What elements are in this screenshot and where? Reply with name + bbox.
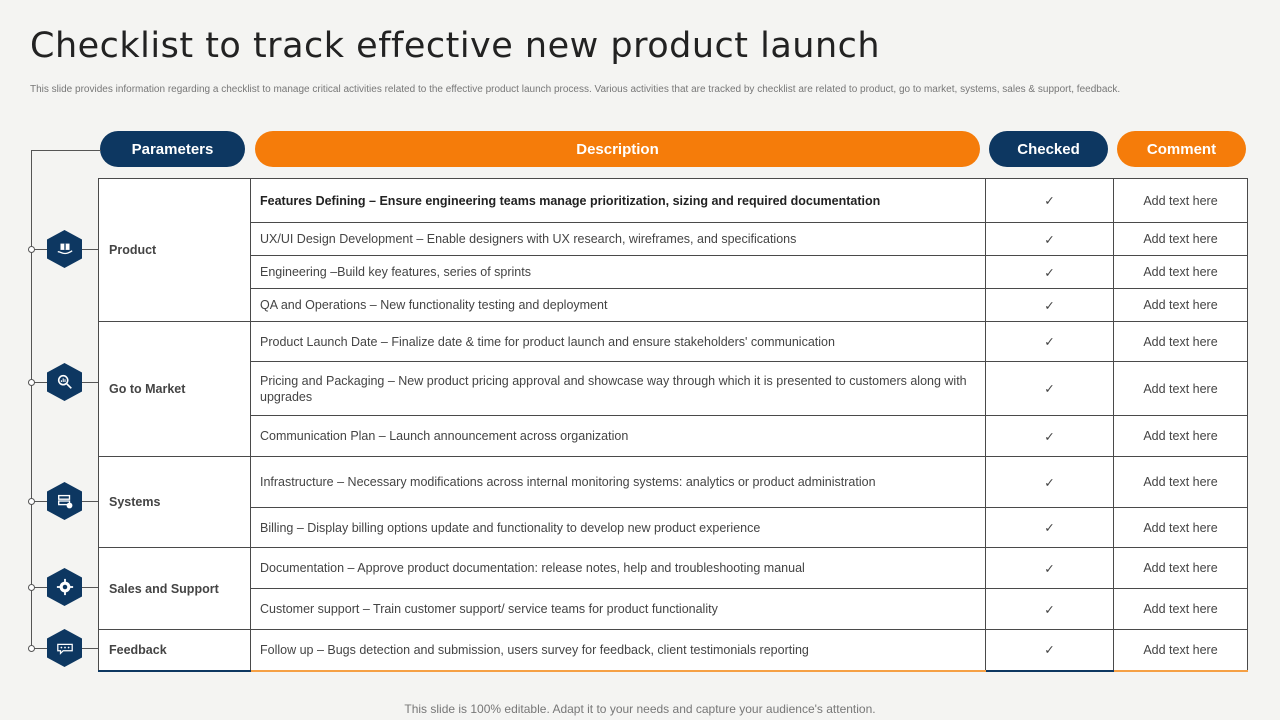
timeline-top-connector xyxy=(31,150,101,151)
row-check-mark: ✓ xyxy=(986,322,1114,362)
row-description: Infrastructure – Necessary modifications across internal monitoring systems: analytics or product administration xyxy=(251,457,986,508)
row-check-mark: ✓ xyxy=(986,589,1114,630)
table-row xyxy=(99,289,1248,322)
row-comment[interactable]: Add text here xyxy=(1114,457,1248,508)
row-check-mark: ✓ xyxy=(986,630,1114,671)
row-description: Billing – Display billing options update and functionality to develop new product experience xyxy=(251,508,986,548)
page-subtitle: This slide provides information regarding a checklist to manage critical activities related to the effective product launch process. Various activities that are tracked by checklist are related to product, go to market, systems, sales & support, feedback. xyxy=(30,84,1121,95)
row-description: Features Defining – Ensure engineering teams manage prioritization, sizing and required documentation xyxy=(251,179,986,223)
row-check-mark: ✓ xyxy=(986,256,1114,289)
row-check-mark: ✓ xyxy=(986,179,1114,223)
row-check-mark: ✓ xyxy=(986,508,1114,548)
row-description: Communication Plan – Launch announcement across organization xyxy=(251,416,986,457)
row-comment[interactable]: Add text here xyxy=(1114,256,1248,289)
header-checked: Checked xyxy=(989,131,1108,167)
row-description: Documentation – Approve product documentation: release notes, help and troubleshooting manual xyxy=(251,548,986,589)
row-description: Pricing and Packaging – New product pricing approval and showcase way through which it is presented to customers along with upgrades xyxy=(251,362,986,416)
group-label-feedback: Feedback xyxy=(99,630,251,671)
table-row xyxy=(99,256,1248,289)
row-check-mark: ✓ xyxy=(986,416,1114,457)
connector-dot xyxy=(28,645,35,652)
group-label-systems: Systems xyxy=(99,457,251,548)
row-comment[interactable]: Add text here xyxy=(1114,589,1248,630)
connector-dot xyxy=(28,584,35,591)
table-row xyxy=(99,548,1248,589)
page-title: Checklist to track effective new product launch xyxy=(30,26,881,66)
row-comment[interactable]: Add text here xyxy=(1114,289,1248,322)
table-row xyxy=(99,179,1248,223)
header-parameters: Parameters xyxy=(100,131,245,167)
connector-dot xyxy=(28,498,35,505)
row-description: Customer support – Train customer support/ service teams for product functionality xyxy=(251,589,986,630)
row-comment[interactable]: Add text here xyxy=(1114,630,1248,671)
table-row xyxy=(99,223,1248,256)
checklist-table xyxy=(98,178,1248,672)
magnifier-chart-icon xyxy=(47,363,82,401)
row-check-mark: ✓ xyxy=(986,362,1114,416)
row-comment[interactable]: Add text here xyxy=(1114,548,1248,589)
row-description: Engineering –Build key features, series of sprints xyxy=(251,256,986,289)
table-row xyxy=(99,457,1248,508)
connector-dot xyxy=(28,246,35,253)
row-check-mark: ✓ xyxy=(986,223,1114,256)
gift-hand-icon xyxy=(47,230,82,268)
row-description: Follow up – Bugs detection and submission, users survey for feedback, client testimonials reporting xyxy=(251,630,986,671)
row-comment[interactable]: Add text here xyxy=(1114,508,1248,548)
row-comment[interactable]: Add text here xyxy=(1114,416,1248,457)
row-comment[interactable]: Add text here xyxy=(1114,179,1248,223)
speech-dots-icon xyxy=(47,629,82,667)
row-comment[interactable]: Add text here xyxy=(1114,362,1248,416)
row-description: Product Launch Date – Finalize date & time for product launch and ensure stakeholders' communication xyxy=(251,322,986,362)
table-row xyxy=(99,630,1248,671)
footer-note: This slide is 100% editable. Adapt it to your needs and capture your audience's attention. xyxy=(404,702,876,716)
table-row xyxy=(99,508,1248,548)
header-comment: Comment xyxy=(1117,131,1246,167)
group-label-sales-support: Sales and Support xyxy=(99,548,251,630)
row-check-mark: ✓ xyxy=(986,289,1114,322)
table-row xyxy=(99,589,1248,630)
row-description: QA and Operations – New functionality testing and deployment xyxy=(251,289,986,322)
row-comment[interactable]: Add text here xyxy=(1114,322,1248,362)
table-row xyxy=(99,322,1248,362)
connector-dot xyxy=(28,379,35,386)
group-label-go-to-market: Go to Market xyxy=(99,322,251,457)
server-gear-icon xyxy=(47,482,82,520)
row-description: UX/UI Design Development – Enable designers with UX research, wireframes, and specifications xyxy=(251,223,986,256)
timeline-spine xyxy=(31,150,32,649)
row-check-mark: ✓ xyxy=(986,548,1114,589)
group-label-product: Product xyxy=(99,179,251,322)
gear-icon xyxy=(47,568,82,606)
row-check-mark: ✓ xyxy=(986,457,1114,508)
header-description: Description xyxy=(255,131,980,167)
table-row xyxy=(99,416,1248,457)
table-row xyxy=(99,362,1248,416)
row-comment[interactable]: Add text here xyxy=(1114,223,1248,256)
